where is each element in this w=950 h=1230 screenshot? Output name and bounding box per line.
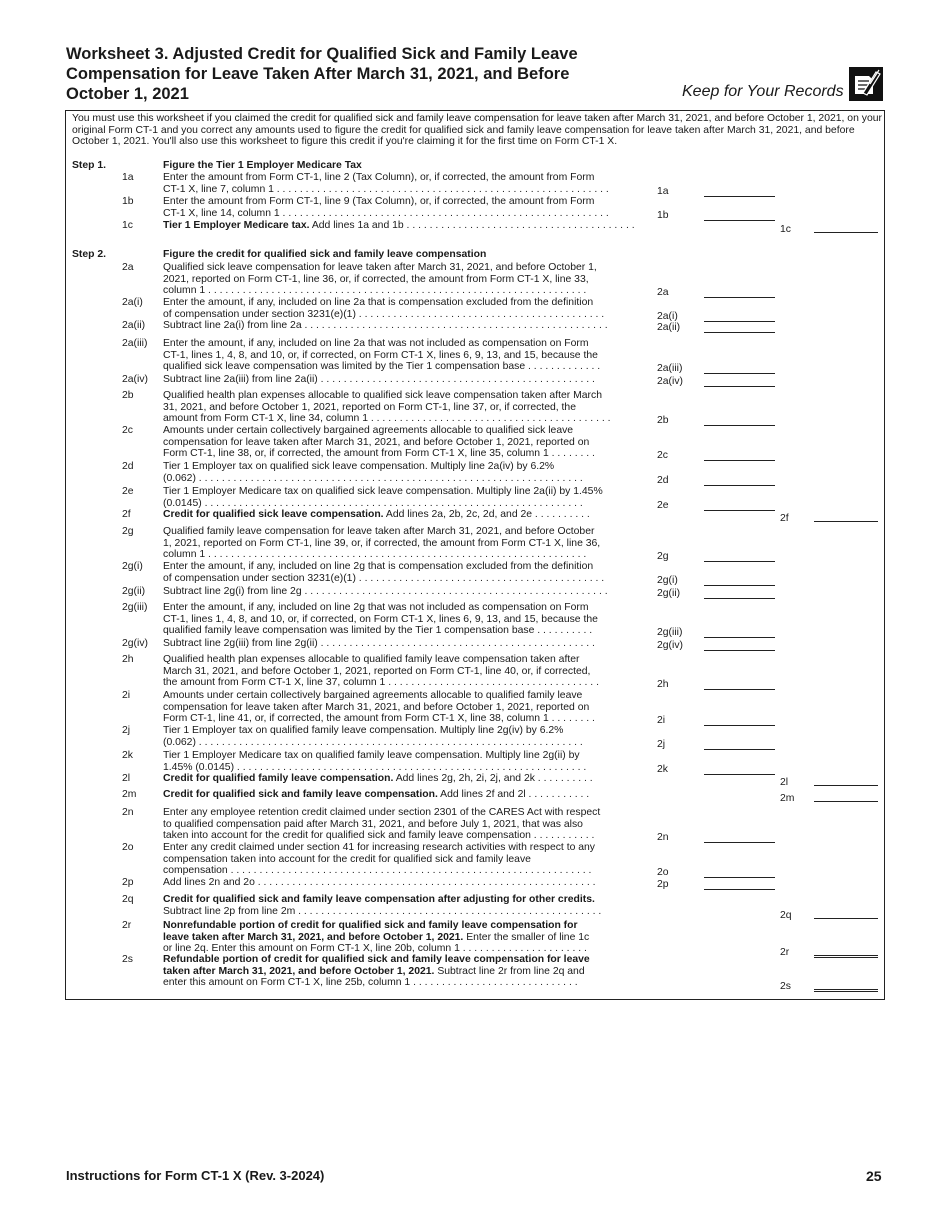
line-text — [163, 274, 651, 286]
line-text-bold: Credit for qualified sick leave compensation. — [163, 509, 384, 520]
line-text — [163, 789, 651, 801]
line-ref-label: 2m — [780, 793, 795, 804]
amount-entry-line[interactable] — [704, 877, 775, 878]
line-description — [163, 561, 651, 584]
line-text — [163, 184, 651, 196]
line-text — [163, 425, 651, 437]
amount-entry-line[interactable] — [814, 232, 878, 233]
line-text-part: Add lines 2a, 2b, 2c, 2d, and 2e . . . . . . . . . . — [383, 509, 590, 520]
line-description — [163, 725, 651, 748]
line-ref-label: 2a(i) — [657, 310, 678, 322]
line-text-part: (0.062) . . . . . . . . . . . . . . . . . . . . . . . . . . . . . . . . . . . . . . . . . . . . . . . . . . . . . . . . . . . . . . . . . . . — [163, 472, 583, 484]
line-text-part: Subtract line 2g(iii) from line 2g(ii) . . . . . . . . . . . . . . . . . . . . . . . . . . . . . . . . . . . . . . . . . . . . . . . . — [163, 638, 595, 649]
line-text — [163, 586, 651, 598]
line-text — [163, 666, 651, 678]
line-text-part: Qualified health plan expenses allocable to qualified family leave compensation taken after — [163, 654, 580, 665]
amount-entry-line[interactable] — [704, 332, 775, 333]
line-text — [163, 498, 651, 510]
line-ref-label: 1c — [780, 224, 791, 235]
line-text — [163, 877, 651, 889]
line-text — [163, 750, 651, 762]
line-description — [163, 807, 651, 842]
line-text: Subtract line 2r from line 2q and — [434, 965, 585, 977]
line-ref-label: 2s — [780, 981, 791, 992]
line-number: 2c — [122, 425, 133, 436]
line-text-part: Subtract line 2p from line 2m . . . . . . . . . . . . . . . . . . . . . . . . . . . . . . . . . . . . . . . . . . . . . . . . . . . . . — [163, 905, 602, 917]
line-text-part: 31, 2021, and before October 1, 2021, reported on Form CT-1, line 37, or, if corrected, the — [163, 401, 576, 413]
line-text-part: Enter the amount from Form CT-1, line 2 (Tax Column), or, if corrected, the amount from Form — [163, 172, 595, 183]
line-text-part: Amounts under certain collectively bargained agreements allocable to qualified family leave — [163, 690, 583, 701]
line-text — [163, 943, 651, 955]
line-text-part: the amount from Form CT-1 X, line 37, column 1 . . . . . . . . . . . . . . . . . . . . . . . . . . . . . . . . . . . . . — [163, 677, 599, 688]
amount-entry-line[interactable] — [704, 561, 775, 562]
line-description — [163, 920, 651, 955]
line-description — [163, 172, 651, 195]
line-text-part: 2021, reported on Form CT-1, line 36, or, if corrected, the amount from Form CT-1 X, line 33, — [163, 273, 589, 285]
step-1-heading: Figure the Tier 1 Employer Medicare Tax — [163, 160, 362, 171]
line-ref-label: 2g — [657, 551, 669, 562]
amount-entry-line[interactable] — [814, 955, 878, 958]
line-number: 2h — [122, 654, 134, 665]
line-number: 2a(ii) — [122, 320, 146, 331]
line-number: 2r — [122, 920, 132, 931]
line-text — [163, 320, 651, 332]
line-number: 2s — [122, 954, 133, 965]
line-text — [163, 702, 651, 714]
line-ref-label: 2b — [657, 415, 669, 426]
line-text-part: Add lines 1a and 1b . . . . . . . . . . . . . . . . . . . . . . . . . . . . . . . . . . . . . . . . — [309, 220, 635, 231]
line-text — [163, 309, 651, 321]
line-ref-label: 2d — [657, 474, 669, 486]
line-ref-label: 2i — [657, 715, 666, 726]
line-text — [163, 773, 651, 785]
pen-and-paper-icon — [849, 67, 883, 101]
line-text-part: Enter any credit claimed under section 41 for increasing research activities with respect to any — [163, 842, 595, 853]
line-number: 2p — [122, 877, 134, 888]
line-text-part: Form CT-1, line 38, or, if corrected, the amount from Form CT-1 X, line 35, column 1 . . . . . . . . — [163, 448, 595, 459]
line-text-part: Amounts under certain collectively bargained agreements allocable to qualified sick leave — [163, 425, 574, 436]
line-text — [163, 807, 651, 819]
line-text-part: CT-1, lines 1, 4, 8, and 10, or, if corrected, on Form CT-1 X, lines 6, 9, 13, and 15, because the — [163, 349, 598, 361]
line-ref-label: 2g(iv) — [657, 640, 683, 651]
line-text — [163, 196, 651, 208]
amount-entry-line[interactable] — [704, 485, 775, 486]
line-text-part: Tier 1 Employer Medicare tax on qualified family leave compensation. Multiply line 2g(ii) by — [163, 750, 580, 761]
line-description — [163, 954, 651, 989]
line-text — [163, 573, 651, 585]
line-text — [163, 413, 651, 425]
line-text — [163, 402, 651, 414]
line-text — [163, 448, 651, 460]
line-text — [163, 654, 651, 666]
line-text-part: column 1 . . . . . . . . . . . . . . . . . . . . . . . . . . . . . . . . . . . . . . . . . . . . . . . . . . . . . . . . . . . . . . . . . . — [163, 549, 587, 560]
amount-entry-line[interactable] — [814, 918, 878, 919]
line-description — [163, 262, 651, 297]
line-text — [163, 285, 651, 297]
amount-entry-line[interactable] — [704, 842, 775, 843]
line-number: 1c — [122, 220, 133, 231]
line-ref-label: 2g(ii) — [657, 588, 681, 599]
line-text-part: Qualified sick leave compensation for leave taken after March 31, 2021, and before October 1, — [163, 262, 597, 273]
line-text — [163, 297, 651, 309]
line-text-mixed — [163, 966, 651, 978]
line-text — [163, 725, 651, 737]
line-number: 2a(iv) — [122, 374, 148, 385]
line-text — [163, 509, 651, 521]
line-text-part: amount from Form CT-1 X, line 34, column 1 . . . . . . . . . . . . . . . . . . . . . . . . . . . . . . . . . . . . . . . . . . — [163, 413, 611, 424]
line-text-part: Enter any employee retention credit claimed under section 2301 of the CARES Act with respect — [163, 807, 601, 818]
line-number: 2g(iv) — [122, 638, 148, 649]
line-number: 2j — [122, 725, 131, 736]
line-text-bold: Refundable portion of credit for qualified sick and family leave compensation for leave — [163, 954, 590, 965]
line-number: 1a — [122, 172, 134, 183]
line-number: 2e — [122, 486, 134, 497]
line-text-part: taken into account for the credit for qualified sick and family leave compensation . . . . . . . . . . . — [163, 830, 595, 841]
line-number: 2g(i) — [122, 561, 143, 572]
line-text — [163, 461, 651, 473]
line-number: 2b — [122, 390, 134, 401]
line-ref-label: 2j — [657, 738, 666, 750]
line-text-part: Enter the amount, if any, included on line 2g that was not included as compensation on Form — [163, 602, 589, 613]
title-line: Compensation for Leave Taken After March 31, 2021, and Before — [66, 65, 570, 83]
line-ref-label: 2f — [780, 513, 789, 524]
line-text-part: Add lines 2f and 2l . . . . . . . . . . . — [437, 789, 590, 800]
line-ref-label: 2a(iii) — [657, 363, 683, 374]
line-ref-label: 2p — [657, 879, 669, 890]
keep-records-label: Keep for Your Records — [682, 83, 844, 100]
line-text — [163, 549, 651, 561]
line-text-part: or line 2q. Enter this amount on Form CT-1 X, line 20b, column 1 . . . . . . . . . . . . . . . . . . . . . . — [163, 943, 587, 954]
title-line: October 1, 2021 — [66, 85, 189, 103]
amount-entry-line[interactable] — [704, 321, 775, 322]
amount-entry-line[interactable] — [704, 637, 775, 638]
amount-entry-line[interactable] — [704, 425, 775, 426]
line-text-part: Qualified family leave compensation for leave taken after March 31, 2021, and before October — [163, 526, 595, 537]
line-text-part: Tier 1 Employer tax on qualified family leave compensation. Multiply line 2g(iv) by 6.2% — [163, 725, 564, 736]
line-description — [163, 602, 651, 637]
line-text-part: Enter the amount from Form CT-1, line 9 (Tax Column), or, if corrected, the amount from Form — [163, 196, 595, 207]
line-text — [163, 830, 651, 842]
line-description — [163, 320, 651, 332]
line-number: 2l — [122, 773, 131, 784]
line-number: 2k — [122, 750, 133, 761]
line-ref-label: 1b — [657, 209, 669, 221]
footer-form-name: Instructions for Form CT-1 X (Rev. 3-2024) — [66, 1168, 325, 1183]
line-ref-label: 2h — [657, 679, 669, 690]
line-text — [163, 677, 651, 689]
line-description — [163, 586, 651, 598]
line-ref-label: 2g(iii) — [657, 627, 683, 638]
amount-entry-line[interactable] — [704, 220, 775, 221]
line-ref-label: 2r — [780, 947, 790, 958]
line-text-part: enter this amount on Form CT-1 X, line 25b, column 1 . . . . . . . . . . . . . . . . . . . . . . . . . . . . . — [163, 977, 578, 988]
line-text-part: Enter the amount, if any, included on line 2a that was not included as compensation on Form — [163, 338, 589, 349]
line-text — [163, 690, 651, 702]
line-description — [163, 789, 651, 801]
line-description — [163, 526, 651, 561]
line-ref-label: 2o — [657, 867, 669, 878]
line-text — [163, 172, 651, 184]
line-ref-label: 2q — [780, 909, 792, 921]
title-line: Worksheet 3. Adjusted Credit for Qualified Sick and Family Leave — [66, 45, 578, 63]
line-text-part: Tier 1 Employer tax on qualified sick leave compensation. Multiply line 2a(iv) by 6.2% — [163, 461, 555, 472]
line-text — [163, 338, 651, 350]
line-description — [163, 486, 651, 509]
line-text-part: qualified sick leave compensation was limited by the Tier 1 compensation base . . . . . . . . . . . . . — [163, 361, 601, 372]
line-number: 2g — [122, 526, 134, 537]
line-text — [163, 262, 651, 274]
amount-entry-line[interactable] — [704, 598, 775, 599]
line-text-part: CT-1, lines 1, 4, 8, and 10, or, if corrected, on Form CT-1 X, lines 6, 9, 13, and 15, because the — [163, 613, 598, 625]
amount-entry-line[interactable] — [704, 196, 775, 197]
amount-entry-line[interactable] — [704, 585, 775, 586]
line-ref-label: 2l — [780, 777, 789, 788]
line-text-bold: leave taken after March 31, 2021, and before October 1, 2021. — [163, 931, 464, 943]
line-text — [163, 614, 651, 626]
line-ref-label: 2n — [657, 832, 669, 843]
line-ref-label: 2k — [657, 763, 668, 775]
line-text — [163, 437, 651, 449]
line-description — [163, 877, 651, 889]
line-text — [163, 208, 651, 220]
line-text — [163, 842, 651, 854]
line-text-part: qualified family leave compensation was limited by the Tier 1 compensation base . . . . . . . . . . — [163, 625, 593, 636]
line-text — [163, 625, 651, 637]
amount-entry-line[interactable] — [704, 725, 775, 726]
line-ref-label: 2a(iv) — [657, 376, 683, 387]
line-number: 2d — [122, 461, 134, 472]
line-number: 2g(ii) — [122, 586, 146, 597]
line-description — [163, 425, 651, 460]
line-text — [163, 538, 651, 550]
line-number: 2a(iii) — [122, 338, 148, 349]
line-text-part: CT-1 X, line 14, column 1 . . . . . . . . . . . . . . . . . . . . . . . . . . . . . . . . . . . . . . . . . . . . . . . . . . . . . . . . . — [163, 207, 609, 219]
line-text-part: (0.062) . . . . . . . . . . . . . . . . . . . . . . . . . . . . . . . . . . . . . . . . . . . . . . . . . . . . . . . . . . . . . . . . . . . — [163, 736, 583, 748]
line-number: 2i — [122, 690, 131, 701]
line-text — [163, 361, 651, 373]
line-text — [163, 602, 651, 614]
line-text-bold: Tier 1 Employer Medicare tax. — [163, 220, 310, 231]
amount-entry-line[interactable] — [704, 373, 775, 374]
line-text-part: Tier 1 Employer Medicare tax on qualified sick leave compensation. Multiply line 2a(ii) by 1.45% — [163, 486, 603, 497]
line-text — [163, 526, 651, 538]
line-description — [163, 509, 651, 521]
line-text-part: (0.0145) . . . . . . . . . . . . . . . . . . . . . . . . . . . . . . . . . . . . . . . . . . . . . . . . . . . . . . . . . . . . . . . . . . — [163, 497, 583, 509]
amount-entry-line[interactable] — [704, 774, 775, 775]
line-description — [163, 196, 651, 219]
line-description — [163, 638, 651, 650]
line-text-part: column 1 . . . . . . . . . . . . . . . . . . . . . . . . . . . . . . . . . . . . . . . . . . . . . . . . . . . . . . . . . . . . . . . . . . — [163, 285, 587, 296]
line-description — [163, 842, 651, 877]
amount-entry-line[interactable] — [814, 801, 878, 802]
amount-entry-line[interactable] — [814, 785, 878, 786]
line-text — [163, 638, 651, 650]
line-text — [163, 561, 651, 573]
line-text — [163, 374, 651, 386]
line-text-bold: Credit for qualified family leave compensation. — [163, 773, 394, 784]
line-text-part: Subtract line 2a(iii) from line 2a(ii) . . . . . . . . . . . . . . . . . . . . . . . . . . . . . . . . . . . . . . . . . . . . . . . . — [163, 374, 595, 385]
line-ref-label: 2e — [657, 499, 669, 511]
line-text-part: compensation for leave taken after March 31, 2021, and before October 1, 2021, reported on — [163, 701, 590, 713]
line-text — [163, 713, 651, 725]
line-text-bold: taken after March 31, 2021, and before October 1, 2021. — [163, 965, 435, 977]
line-ref-label: 2c — [657, 450, 668, 461]
line-text-part: compensation . . . . . . . . . . . . . . . . . . . . . . . . . . . . . . . . . . . . . . . . . . . . . . . . . . . . . . . . . . . . . . . — [163, 865, 592, 876]
line-text — [163, 865, 651, 877]
line-number: 2n — [122, 807, 134, 818]
line-description — [163, 654, 651, 689]
line-description — [163, 894, 651, 917]
line-text — [163, 819, 651, 831]
line-text-part: Add lines 2n and 2o . . . . . . . . . . . . . . . . . . . . . . . . . . . . . . . . . . . . . . . . . . . . . . . . . . . . . . . . . . . — [163, 877, 596, 888]
amount-entry-line[interactable] — [704, 460, 775, 461]
amount-entry-line[interactable] — [704, 386, 775, 387]
line-text-part: Subtract line 2a(i) from line 2a . . . . . . . . . . . . . . . . . . . . . . . . . . . . . . . . . . . . . . . . . . . . . . . . . . . . . — [163, 320, 608, 331]
line-text-part: Add lines 2g, 2h, 2i, 2j, and 2k . . . . . . . . . . — [393, 773, 593, 784]
line-text — [163, 854, 651, 866]
line-text — [163, 762, 651, 774]
line-number: 2q — [122, 894, 134, 905]
line-text — [163, 906, 651, 918]
amount-entry-line[interactable] — [704, 650, 775, 651]
line-text — [163, 473, 651, 485]
line-text — [163, 977, 651, 989]
line-text-part: Qualified health plan expenses allocable to qualified sick leave compensation taken after March — [163, 390, 602, 401]
line-text-part: Enter the amount, if any, included on line 2g that is compensation excluded from the definition — [163, 561, 594, 572]
line-text-part: compensation taken into account for the credit for qualified sick and family leave — [163, 853, 531, 865]
line-text-part: Form CT-1, line 41, or, if corrected, the amount from Form CT-1 X, line 38, column 1 . . . . . . . . — [163, 713, 595, 724]
line-text-part: CT-1 X, line 7, column 1 . . . . . . . . . . . . . . . . . . . . . . . . . . . . . . . . . . . . . . . . . . . . . . . . . . . . . . . . . . — [163, 183, 609, 195]
line-text-part: of compensation under section 3231(e)(1) . . . . . . . . . . . . . . . . . . . . . . . . . . . . . . . . . . . . . . . . . . . — [163, 572, 605, 584]
line-number: 2m — [122, 789, 137, 800]
line-text: Enter the smaller of line 1c — [463, 931, 590, 943]
step-1-label: Step 1. — [72, 160, 107, 171]
line-description — [163, 690, 651, 725]
line-text — [163, 486, 651, 498]
line-description — [163, 374, 651, 386]
line-number: 2o — [122, 842, 134, 853]
worksheet-title — [66, 44, 626, 104]
line-text-part: Enter the amount, if any, included on line 2a that is compensation excluded from the definition — [163, 297, 594, 308]
line-description — [163, 338, 651, 373]
line-text-part: of compensation under section 3231(e)(1) . . . . . . . . . . . . . . . . . . . . . . . . . . . . . . . . . . . . . . . . . . . — [163, 308, 605, 320]
line-ref-label: 1a — [657, 185, 669, 197]
line-text-bold: Nonrefundable portion of credit for qualified sick and family leave compensation for — [163, 920, 578, 931]
step-2-label: Step 2. — [72, 249, 107, 260]
line-description — [163, 220, 651, 232]
line-text-part: 1, 2021, reported on Form CT-1, line 39, or, if corrected, the amount from Form CT-1 X, line 36, — [163, 537, 601, 549]
line-description — [163, 297, 651, 320]
line-text-bold: Credit for qualified sick and family leave compensation after adjusting for other credits. — [163, 894, 595, 905]
amount-entry-line[interactable] — [704, 749, 775, 750]
line-number: 2a — [122, 262, 134, 273]
amount-entry-line[interactable] — [814, 989, 878, 992]
line-text-part: to qualified compensation paid after March 31, 2021, and before July 1, 2021, that was also — [163, 818, 583, 830]
line-text — [163, 737, 651, 749]
line-number: 1b — [122, 196, 134, 207]
line-text-part: 1.45% (0.0145) . . . . . . . . . . . . . . . . . . . . . . . . . . . . . . . . . . . . . . . . . . . . . . . . . . . . . . . . . . . . . — [163, 761, 587, 773]
intro-paragraph: You must use this worksheet if you claimed the credit for qualified sick and family leave compensation for leave taken after March 31, 2021, and before October 1, 2021, on your original Form CT-1 and you correct any amounts used to figure the credit for qualified sick and family leave compensation for leave taken after March 31, 2021, and before October 1, 2021. You'll also use this worksheet to figure this credit if you're claiming it for the first time on Form CT-1 X. — [72, 113, 882, 147]
line-ref-label: 2a — [657, 287, 669, 298]
amount-entry-line[interactable] — [814, 521, 878, 522]
amount-entry-line[interactable] — [704, 510, 775, 511]
line-description — [163, 390, 651, 425]
line-description — [163, 461, 651, 484]
line-description — [163, 750, 651, 773]
amount-entry-line[interactable] — [704, 889, 775, 890]
line-text — [163, 220, 651, 232]
line-text-part: March 31, 2021, and before October 1, 2021, reported on Form CT-1, line 40, or, if corrected, — [163, 665, 591, 677]
line-ref-label: 2a(ii) — [657, 322, 681, 333]
line-number: 2g(iii) — [122, 602, 148, 613]
line-number: 2a(i) — [122, 297, 143, 308]
step-2-heading: Figure the credit for qualified sick and family leave compensation — [163, 249, 487, 260]
line-text-bold: Credit for qualified sick and family leave compensation. — [163, 789, 438, 800]
line-text-mixed — [163, 932, 651, 944]
line-text-part: Subtract line 2g(i) from line 2g . . . . . . . . . . . . . . . . . . . . . . . . . . . . . . . . . . . . . . . . . . . . . . . . . . . . . — [163, 586, 608, 597]
amount-entry-line[interactable] — [704, 689, 775, 690]
line-ref-label: 2g(i) — [657, 574, 678, 586]
line-text — [163, 350, 651, 362]
line-text-part: compensation for leave taken after March 31, 2021, and before October 1, 2021, reported on — [163, 436, 590, 448]
page-number: 25 — [866, 1168, 882, 1184]
line-text — [163, 390, 651, 402]
line-number: 2f — [122, 509, 131, 520]
line-description — [163, 773, 651, 785]
amount-entry-line[interactable] — [704, 297, 775, 298]
